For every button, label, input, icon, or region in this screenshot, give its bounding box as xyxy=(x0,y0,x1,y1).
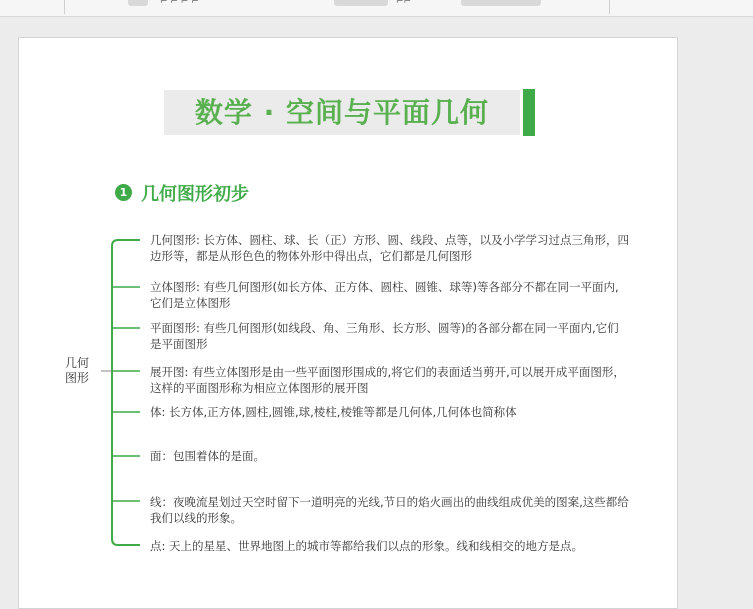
section-number-badge: 1 xyxy=(115,184,132,201)
document-page xyxy=(18,37,678,609)
toolbar-icon[interactable]: ⌐ ⌐ ⌐ ⌐ xyxy=(160,0,199,7)
root-line-2: 图形 xyxy=(65,371,90,385)
page-title: 数学 · 空间与平面几何 xyxy=(194,96,490,129)
toolbar-button[interactable] xyxy=(461,0,541,6)
branch-solid-figure: 立体图形: 有些几何图形(如长方体、正方体、圆柱、圆锥、球等)等各部分不都在同一平面内,它们是立体图形 xyxy=(150,280,619,310)
branch-line: 线：夜晚流星划过天空时留下一道明亮的光线,节日的焰火画出的曲线组成优美的图案,这些都给我们以线的形象。 xyxy=(150,495,629,525)
branch-surface: 面：包围着体的是面。 xyxy=(150,449,265,463)
toolbar-divider xyxy=(64,0,65,14)
toolbar-button[interactable] xyxy=(128,0,148,6)
toolbar-button[interactable] xyxy=(334,0,388,6)
toolbar xyxy=(0,0,753,17)
branch-geometric-figure: 几何图形: 长方体、圆柱、球、长（正）方形、圆、线段、点等，以及小学学习过点三角形，四边形等，都是从形色色的物体外形中得出点，它们都是几何图形 xyxy=(150,233,630,263)
toolbar-divider xyxy=(609,0,610,14)
root-line-1: 几何 xyxy=(65,356,90,370)
toolbar-icon[interactable]: ⌐⌐ xyxy=(396,0,412,7)
branch-solid: 体: 长方体,正方体,圆柱,圆锥,球,棱柱,棱锥等都是几何体,几何体也简称体 xyxy=(150,405,517,419)
section-title: 几何图形初步 xyxy=(141,184,249,205)
branch-plane-figure: 平面图形: 有些几何图形(如线段、角、三角形、长方形、圆等)的各部分都在同一平面内,它们是平面图形 xyxy=(150,321,619,351)
branch-unfolded-net: 展开图: 有些立体图形是由一些平面图形围成的,将它们的表面适当剪开,可以展开成平面图形，这样的平面图形称为相应立体图形的展开图 xyxy=(150,365,625,395)
branch-point: 点: 天上的星星、世界地图上的城市等都给我们以点的形象。线和线相交的地方是点。 xyxy=(150,539,584,553)
mindmap-root-label xyxy=(65,356,95,386)
